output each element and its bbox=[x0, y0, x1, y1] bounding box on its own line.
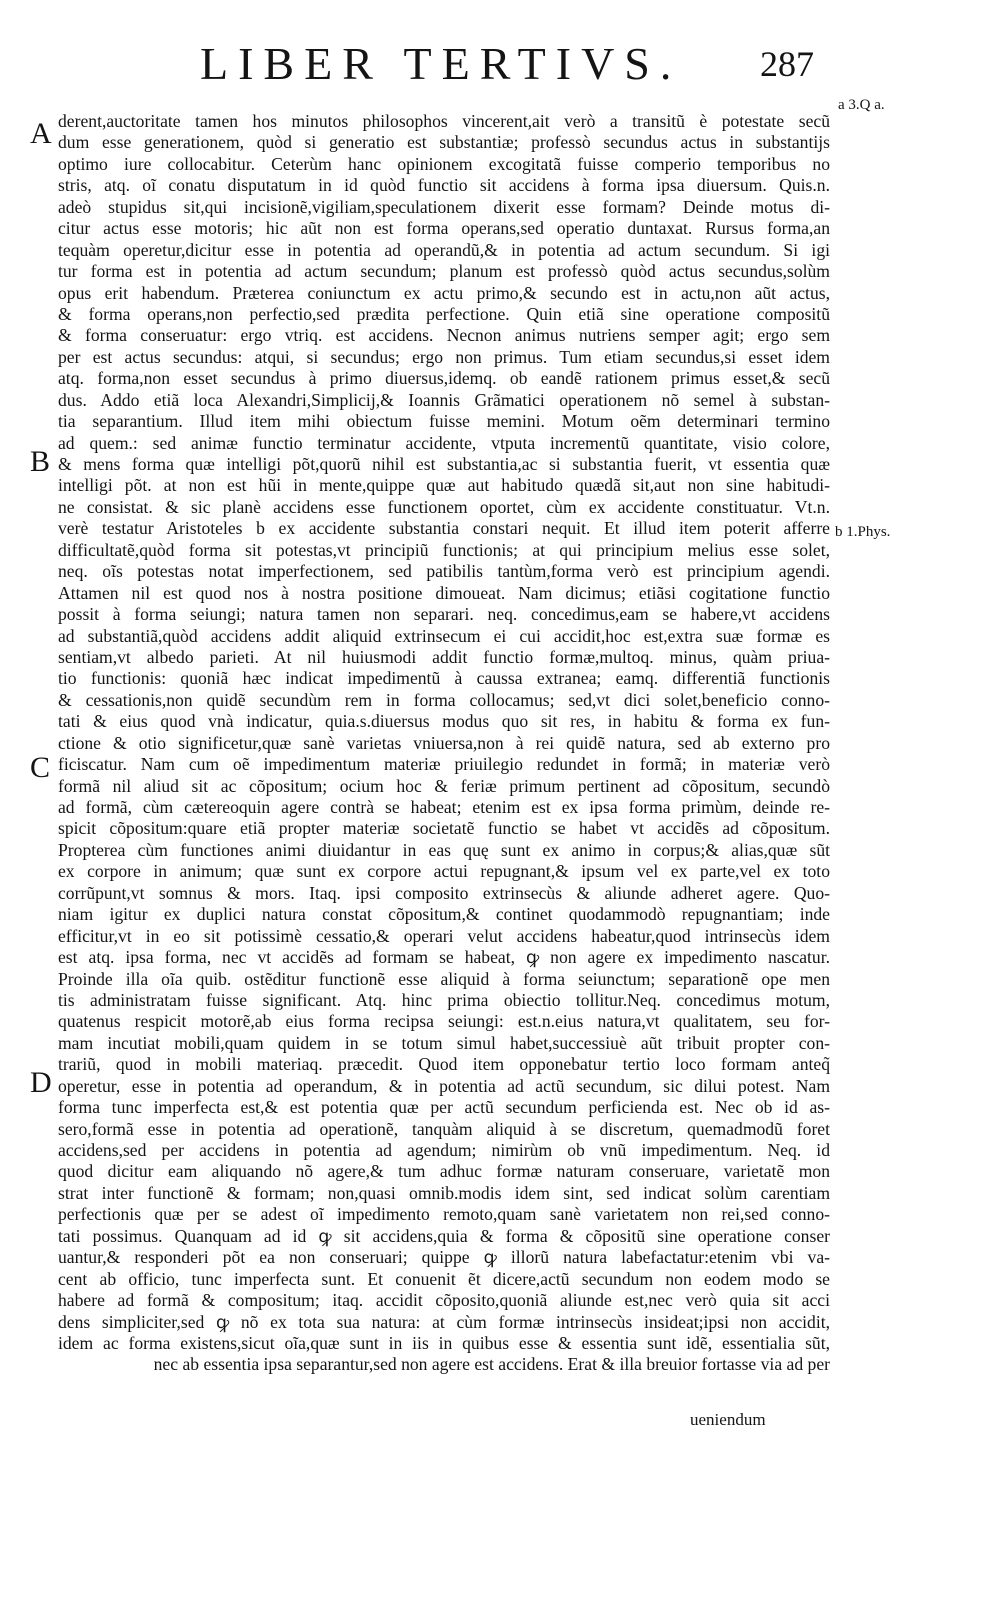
text-line: quatenus respicit motorẽ,ab eius forma recipsa seiungi: est.n.eius natura,vt qualitatem, seu for- bbox=[58, 1011, 830, 1032]
text-line: difficultatẽ,quòd forma sit potestas,vt principiũ functionis; at qui principium melius esse solet, bbox=[58, 539, 830, 560]
running-title: LIBER TERTIVS. bbox=[200, 38, 682, 89]
text-line: perfectionis quæ per se adest oĩ impedimento remoto,quam sanè varietatem non rei,sed conno- bbox=[58, 1204, 830, 1225]
text-line: uantur,& responderi põt ea non conseruari; quippe ꝙ illorũ natura labefactatur:etenim vbi va- bbox=[58, 1247, 830, 1268]
text-line: & mens forma quæ intelligi põt,quorũ nihil est substantia,ac si substantia fuerit, vt essentia quæ bbox=[58, 454, 830, 474]
text-line: atq. forma,non esset secundus à primo diuersus,idemq. ob eandẽ rationem primus esset,& secũ bbox=[58, 368, 830, 389]
text-line: ne consistat. & sic planè accidens esse functionem oportet, cùm ex accidente constituatur. Vt.n. bbox=[58, 496, 830, 517]
text-line: intelligi põt. at non est hũi in mente,quippe quæ aut habitudo quædã sit,aut non sine habitudi- bbox=[58, 475, 830, 496]
text-line: & forma conseruatur: ergo vtriq. est accidens. Necnon animus nutriens semper agit; ergo sem bbox=[58, 325, 830, 346]
text-line: adeò stupidus sit,qui incisionẽ,vigiliam,speculationem dixerit esse formam? Deinde motus di- bbox=[58, 196, 830, 217]
text-line: dens simpliciter,sed ꝙ nõ ex tota sua natura: at cùm formæ intrinsecùs insideat;ipsi non accidit, bbox=[58, 1311, 830, 1332]
text-line: ad quem.: sed animæ functio terminatur accidente, vtputa incrementũ quantitate, visio colore, bbox=[58, 432, 830, 453]
text-line: habere ad formã & compositum; itaq. accidit cõposito,quoniã aliunde est,nec verò quia sit acci bbox=[58, 1290, 830, 1311]
text-line: ex corpore in animum; quæ sunt ex corpore actui repugnant,& ipsum vel ex parte,vel ex toto bbox=[58, 861, 830, 882]
text-line: tia separantium. Illud item mihi obiectum fuisse memini. Motum oẽm determinari termino bbox=[58, 411, 830, 432]
text-line: tio functionis: quoniã hæc indicat impedimentũ à caussa extranea; eamq. differentiã functionis bbox=[58, 668, 830, 689]
text-line: tur forma est in potentia ad actum secundum; planum est professò quòd actus secundus,solùm bbox=[58, 261, 830, 282]
text-line: efficitur,vt in eo sit potissimè cessatio,& operari velut accidens habeatur,quod intrinsecùs idem bbox=[58, 925, 830, 946]
text-line: Attamen nil est quod nos à nostra positione dimoueat. Nam dicimus; etiãsi cogitatione functio bbox=[58, 582, 830, 603]
text-line: tati possimus. Quanquam ad id ꝙ sit accidens,quia & forma & cõpositũ sine operatione conser bbox=[58, 1225, 830, 1246]
text-line: idem ac forma existens,sicut oĩa,quæ sunt in iis in quibus esse & essentia sunt idẽ, essentialia sũt, bbox=[58, 1332, 830, 1353]
section-letter-d: D bbox=[30, 1066, 52, 1099]
text-line: operetur, esse in potentia ad operandum, & in potentia ad actũ secundum, sic dilui potest. Nam bbox=[58, 1075, 830, 1096]
body-text bbox=[58, 111, 830, 1376]
text-line: sentiam,vt albedo parieti. At nil huiusmodi addit functio formæ,multoq. minus, quàm priua- bbox=[58, 646, 830, 667]
text-line: quod dicitur eam aliquando nõ agere,& tum adhuc formæ naturam conseruare, varietatẽ mon bbox=[58, 1161, 830, 1182]
text-line: nec ab essentia ipsa separantur,sed non agere est accidens. Erat & illa breuior fortasse via ad per bbox=[153, 1354, 830, 1375]
text-line: neq. oĩs potestas notat imperfectionem, sed patibilis tantùm,forma verò est principium agendi. bbox=[58, 561, 830, 582]
section-letter-c: C bbox=[30, 751, 51, 784]
text-line: stris, atq. oĩ conatu disputatum in id quòd functio sit accidens à forma ipsa diuersum. Quis.n. bbox=[58, 175, 830, 196]
text-line: dus. Addo etiã loca Alexandri,Simplicij,& Ioannis Grãmatici operationem nõ semel à substan- bbox=[58, 389, 830, 410]
text-line: dum esse generationem, quòd si generatio est substantiæ; professò secundus actus in substantijs bbox=[58, 132, 830, 153]
text-line: & forma operans,non perfectio,sed prædita perfectione. Quin etiã sine operatione compositũ bbox=[58, 303, 830, 324]
text-line: verè testatur Aristoteles b ex accidente substantia constari nequit. Et illud item poterit afferre bbox=[58, 518, 830, 539]
text-line: tis administratam fuisse significant. Atq. hinc prima obiectio tollitur.Neq. concedimus motum, bbox=[58, 989, 830, 1010]
text-line: strat inter functionẽ & formam; non,quasi omnib.modis idem sint, sed indicat solùm carentiam bbox=[58, 1182, 830, 1203]
text-line: sero,formã esse in potentia ad operationẽ, tanquàm aliquid à se discretum, quemadmodũ foret bbox=[58, 1118, 830, 1139]
page-number: 287 bbox=[760, 44, 814, 84]
text-line: niam igitur ex duplici natura constat cõpositum,& continet quodammodò repugnantiam; inde bbox=[58, 904, 830, 925]
text-line: ficiscatur. Nam cum oẽ impedimentum materiæ priuilegio redundet in formã; in materiæ verò bbox=[58, 754, 830, 775]
text-line: Propterea cùm functiones animi diuidantur in eas quę sunt ex animo in corpus;& alias,quæ sũt bbox=[58, 839, 830, 860]
text-line: accidens,sed per accidens in potentia ad agendum; nimirùm ob vnũ impedimentum. Neq. id bbox=[58, 1140, 830, 1160]
text-line: tequàm operetur,dicitur esse in potentia ad operandũ,& in potentia ad actum secundum. Si igi bbox=[58, 239, 830, 260]
text-line: est atq. ipsa forma, nec vt accidẽs ad formam se habeat, ꝙ non agere ex impedimento nascatur. bbox=[58, 947, 830, 968]
text-line: corrũpunt,vt somnus & mors. Itaq. ipsi composito extrinsecùs & aliunde adheret agere. Quo- bbox=[58, 882, 830, 903]
text-line: ad substantiã,quòd accidens addit aliquid extrinsecum ei cui accidit,hoc est,extra suæ formæ es bbox=[58, 625, 830, 646]
section-letter-b: B bbox=[30, 445, 51, 478]
text-line: mam incutiat mobili,quam quidem in se totum simul habet,successiuè aũt tribuit propter con- bbox=[58, 1032, 830, 1053]
text-line: citur actus esse motoris; hic aũt non est forma operans,sed operatio duntaxat. Rursus forma,an bbox=[58, 218, 830, 239]
text-line: possit à forma seiungi; natura tamen non separari. neq. concedimus,eam se habere,vt accidens bbox=[58, 604, 830, 625]
text-line: per est actus secundus: atqui, si secundus; ergo non primus. Tum etiam secundus,si esset idem bbox=[58, 346, 830, 367]
text-line: tati & eius quod vnà indicatur, quia.s.diuersus modus quo sit res, in habitu & forma ex fun- bbox=[58, 711, 830, 732]
catchword: ueniendum bbox=[690, 1410, 766, 1429]
margin-note-b: b 1.Phys. bbox=[835, 524, 891, 540]
text-line: ctione & otio significetur,quæ sanè varietas vniuersa,non à rei quidẽ natura, sed ab externo pro bbox=[58, 732, 830, 753]
text-line: spicit cõpositum:quare etiã propter materiæ societatẽ functio se habet vt accidẽs ad cõpositum. bbox=[58, 818, 830, 839]
margin-note-a: a 3.Q a. bbox=[838, 97, 885, 113]
text-line: optimo iure collocabitur. Ceterùm hanc opinionem excogitatã fuisse comperio temporibus no bbox=[58, 153, 830, 174]
text-line: formã nil aliud sit ac cõpositum; ocium hoc & feriæ primum pertinent ad cõpositum, secundò bbox=[58, 775, 830, 796]
text-line: trariũ, quod in mobili materiaq. præcedit. Quod item opponebatur tertio loco formam anteq̃ bbox=[58, 1054, 830, 1075]
text-line: forma tunc imperfecta est,& est potentia quæ per actũ secundum perficienda est. Nec ob id as- bbox=[58, 1097, 830, 1118]
text-line: opus erit habendum. Præterea coniunctum ex actu primo,& secundo est in actu,non aũt actus, bbox=[58, 282, 830, 303]
text-line: ad formã, cùm cætereoquin agere contrà se habeat; etenim est ex ipsa forma primùm, deinde re- bbox=[58, 797, 830, 817]
text-line: & cessationis,non quidẽ secundùm rem in forma collocamus; sed,vt dici solet,beneficio conno- bbox=[58, 689, 830, 710]
text-line: cent ab officio, tunc imperfecta sunt. Et conuenit ẽt dicere,actũ secundum non eodem modo se bbox=[58, 1268, 830, 1289]
text-line: Proinde illa oĩa quib. ostẽditur functionẽ esse aliquid à forma seiunctum; separationẽ ope men bbox=[58, 968, 830, 989]
section-letter-a: A bbox=[30, 117, 52, 150]
text-line: derent,auctoritate tamen hos minutos philosophos vincerent,ait verò a transitũ è potestate secũ bbox=[58, 111, 830, 131]
